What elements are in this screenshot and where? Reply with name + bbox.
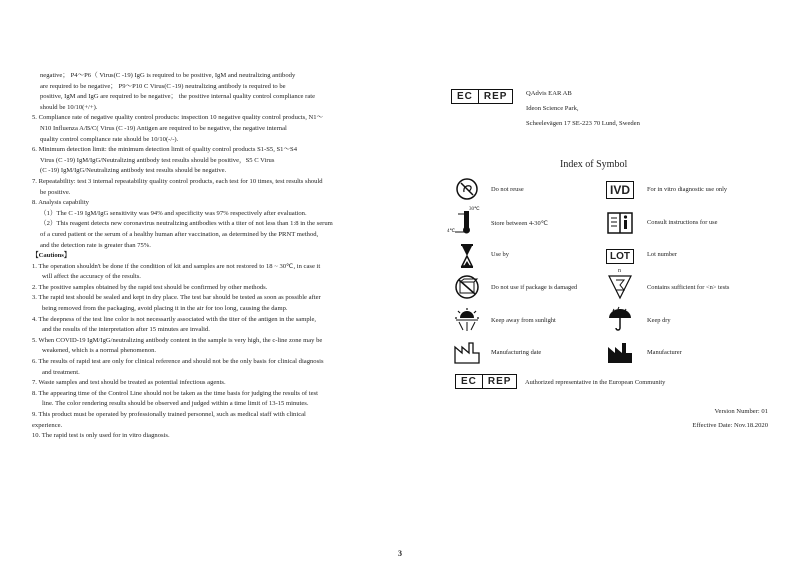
ivd-icon <box>604 177 636 203</box>
damaged-package-icon <box>451 274 483 300</box>
dry-label: Keep dry <box>647 317 671 324</box>
lot-mark: LOT <box>606 249 634 264</box>
manufacturer-label: Manufacturer <box>647 349 682 356</box>
text-line: 【Cautions】 <box>32 252 71 260</box>
text-line: line. The color rendering results should be observed and judged within a time limit of 13-15 minutes. <box>42 400 309 408</box>
ec-label: EC <box>457 91 473 102</box>
text-line: 8. Analysis capability <box>32 199 89 207</box>
index-of-symbol-title: Index of Symbol <box>560 159 628 170</box>
temp-high-label: 30℃ <box>469 207 480 212</box>
do-not-reuse-label: Do not reuse <box>491 186 524 193</box>
ec-rep-address <box>526 86 640 131</box>
text-line: 7. Repeatability: test 3 internal repeatability quality control products, each test for 10 times, test results should <box>32 177 323 185</box>
text-line: 10. The rapid test is only used for in vitro diagnosis. <box>32 432 170 440</box>
text-line: （2）This reagent detects new coronavirus neutralizing antibodies with a titer of not less than 1:8 in the serum <box>40 220 333 228</box>
text-line: of a cured patient or the serum of a healthy human after vaccination, as determined by the PRNT method, <box>40 230 319 238</box>
lot-label: Lot number <box>647 251 677 258</box>
ec-rep-badge-bottom <box>455 374 517 389</box>
store-label: Store between 4-30℃ <box>491 220 548 227</box>
text-line: (C -19) IgM/IgG/Neutralizing antibody test results should be negative. <box>40 167 227 175</box>
sufficient-tests-icon <box>604 274 636 300</box>
left-column-text <box>32 71 377 442</box>
sunlight-icon <box>451 307 483 333</box>
text-line: 8. The appearing time of the Control Line should not be taken as the time basis for judging the results of test <box>32 389 318 397</box>
text-line: 6. Minimum detection limit: the minimum detection limit of quality control products S1-S5, S1～S4 <box>32 146 298 154</box>
consult-label: Consult instructions for use <box>647 219 718 226</box>
consult-instructions-icon <box>604 210 636 236</box>
text-line: quality control compliance rate should be 10/10(-/-). <box>40 135 179 143</box>
text-line: 3. The rapid test should be sealed and kept in dry place. The test bar should be tested as soon as possible after <box>32 294 321 302</box>
page-number: 3 <box>398 549 402 558</box>
umbrella-icon <box>604 307 636 333</box>
text-line: 7. Waste samples and test should be treated as potential infectious agents. <box>32 379 226 387</box>
damaged-label: Do not use if package is damaged <box>491 284 578 291</box>
text-line: and the detection rate is greater than 75%. <box>40 241 151 249</box>
ivd-label: For in vitro diagnostic use only <box>647 186 728 193</box>
text-line: positive, IgM and IgG are required to be negative； the positive internal quality control compliance rate <box>40 93 316 101</box>
text-line: are required to be negative； P9～P10 C Virus(C -19) neutralizing antibody is required to be <box>40 82 286 90</box>
lot-icon <box>604 243 636 269</box>
version-block <box>600 405 768 433</box>
text-line: being removed from the packaging, avoid placing it in the air for too long, causing the damp. <box>42 305 288 313</box>
ivd-mark: IVD <box>606 181 634 199</box>
text-line: 5. Compliance rate of negative quality control products: inspection 10 negative quality control products, N1～ <box>32 114 324 122</box>
text-line: experience. <box>32 421 63 429</box>
ec-label-bottom: EC <box>461 376 477 387</box>
text-line: and the results of the interpretation after 15 minutes are invalid. <box>42 326 210 334</box>
do-not-reuse-icon <box>451 176 483 202</box>
manufacturing-date-icon <box>451 339 483 365</box>
text-line: weakened, which is a normal phenomenon. <box>42 347 157 355</box>
rep-label: REP <box>478 90 513 103</box>
effective-date: Effective Date: Nov.18.2020 <box>692 422 768 429</box>
text-line: 2. The positive samples obtained by the rapid test should be confirmed by other methods. <box>32 283 268 291</box>
ec-rep-badge <box>451 89 513 104</box>
text-line: negative； P4～P6（ Virus(C -19) IgG is required to be positive, IgM and neutralizing antibody <box>40 72 296 79</box>
mfg-date-label: Manufacturing date <box>491 349 542 356</box>
temperature-limit-icon <box>451 209 483 235</box>
text-line: 6. The results of rapid test are only for clinical reference and should not be the only basis for clinical diagnosis <box>32 358 324 366</box>
text-line: N10 Influenza A/B/C( Virus (C -19) Antigen are required to be negative, the negative internal <box>40 124 287 132</box>
authorized-representative-label: Authorized representative in the European Community <box>525 379 666 386</box>
text-line: 1. The operation shouldn't be done if the condition of kit and samples are not restored to 18 ~ 30℃, in case it <box>32 262 321 270</box>
sufficient-label: Contains sufficient for <n> tests <box>647 284 730 291</box>
text-line: should be 10/10(+/+). <box>40 103 98 111</box>
rep-address-line2: Scheelevägen 17 SE-223 70 Lund, Sweden <box>526 120 640 127</box>
rep-label-bottom: REP <box>482 375 517 388</box>
sigma-n-label: n <box>618 268 621 274</box>
sunlight-label: Keep away from sunlight <box>491 317 556 324</box>
hourglass-icon <box>451 243 483 269</box>
text-line: 9. This product must be operated by professionally trained personnel, such as medical staff with clinical <box>32 411 306 418</box>
text-line: （1）The C -19 IgM/IgG sensitivity was 94% and specificity was 97% respectively after evaluation. <box>40 209 307 217</box>
text-line: 4. The deepness of the test line color is not necessarily associated with the titer of the antigen in the sample, <box>32 315 317 323</box>
rep-address-line1: Ideon Science Park, <box>526 105 579 112</box>
text-line: Virus (C -19) IgM/IgG/Neutralizing antibody test results should be positive，S5 C Virus <box>40 156 275 164</box>
version-number: Version Number: 01 <box>714 408 768 415</box>
text-line: 5. When COVID-19 IgM/IgG/neutralizing antibody content in the sample is very high, the c-line zone may be <box>32 336 323 344</box>
rep-name: QAdvis EAR AB <box>526 90 572 97</box>
text-line: be positive. <box>40 188 71 196</box>
temp-low-label: 4℃ <box>447 229 456 234</box>
text-line: and treatment. <box>42 368 80 376</box>
use-by-label: Use by <box>491 251 509 258</box>
text-line: will affect the accuracy of the results. <box>42 273 141 281</box>
manufacturer-icon <box>604 339 636 365</box>
